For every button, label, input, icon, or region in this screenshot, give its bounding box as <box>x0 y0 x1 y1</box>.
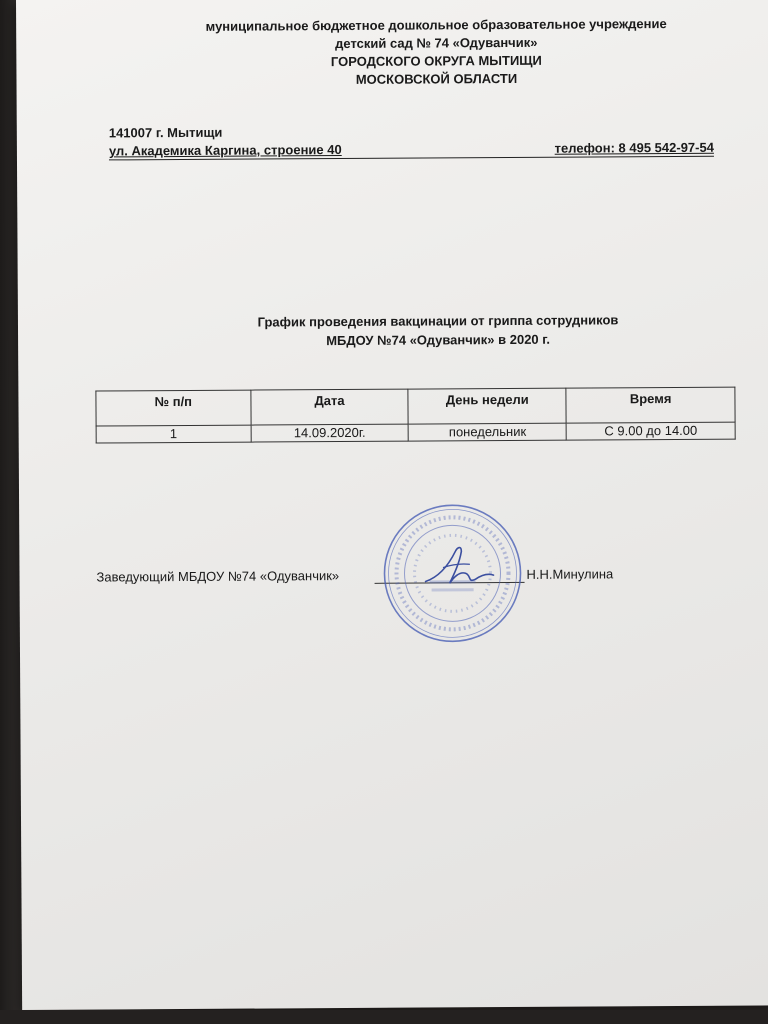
address-block <box>109 121 714 161</box>
institution-header <box>106 14 766 90</box>
table-cell: понедельник <box>409 423 567 441</box>
background-surface <box>0 1010 768 1024</box>
title-line-1: График проведения вакцинации от гриппа сотрудников <box>257 312 619 330</box>
column-header: № п/п <box>96 390 251 426</box>
address-city: 141007 г. Мытищи <box>108 124 223 141</box>
document-page <box>16 0 768 1010</box>
document-title <box>108 309 768 351</box>
address-phone: телефон: 8 495 542-97-54 <box>554 139 714 156</box>
column-header: Время <box>566 387 735 423</box>
handwritten-signature-icon <box>419 537 499 597</box>
header-line-4: МОСКОВСКОЙ ОБЛАСТИ <box>355 70 518 87</box>
vaccination-schedule-table <box>95 387 735 444</box>
signatory-name: Н.Н.Минулина <box>526 566 614 582</box>
header-line-2: детский сад № 74 «Одуванчик» <box>335 34 538 52</box>
table-cell: 1 <box>96 425 251 443</box>
column-header: Дата <box>251 389 409 425</box>
table-cell: 14.09.2020г. <box>251 424 409 442</box>
header-line-1: муниципальное бюджетное дошкольное образовательное учреждение <box>205 16 667 34</box>
column-header: День недели <box>408 388 566 424</box>
signatory-title: Заведующий МБДОУ №74 «Одуванчик» <box>96 568 340 585</box>
address-street: ул. Академика Каргина, строение 40 <box>108 142 342 159</box>
table-cell: С 9.00 до 14.00 <box>566 422 735 440</box>
title-line-2: МБДОУ №74 «Одуванчик» в 2020 г. <box>326 331 551 349</box>
address-line <box>109 139 714 161</box>
table-row <box>96 422 735 443</box>
table-header-row <box>96 387 735 426</box>
header-line-3: ГОРОДСКОГО ОКРУГА МЫТИЩИ <box>330 52 542 70</box>
